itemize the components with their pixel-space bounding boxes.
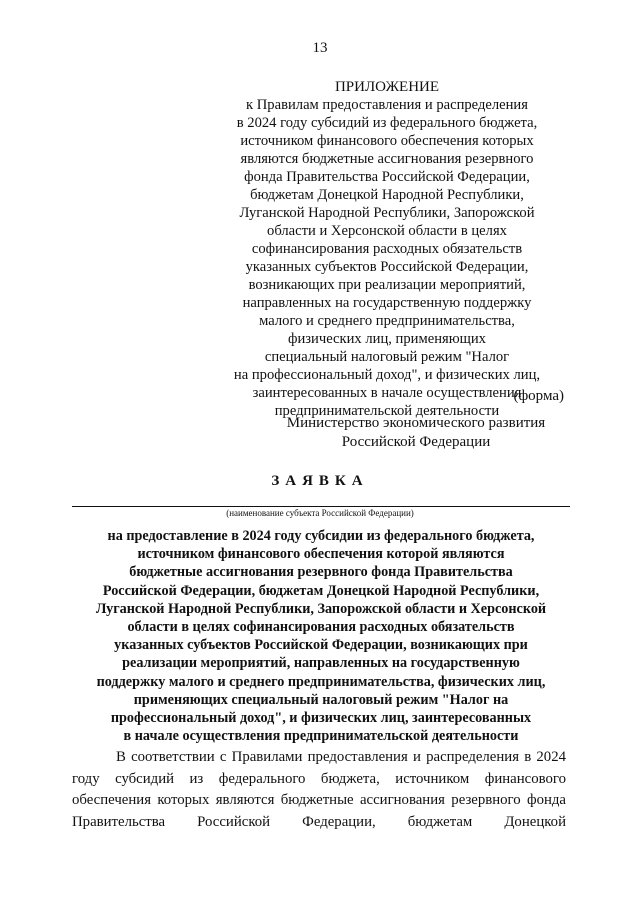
subject-name-caption: (наименование субъекта Российской Федерации): [226, 508, 414, 518]
appendix-line: указанных субъектов Российской Федерации,: [245, 259, 529, 275]
body-paragraph: [72, 747, 566, 833]
appendix-line: фонда Правительства Российской Федерации,: [244, 169, 530, 185]
appendix-line: предпринимательской деятельности: [274, 403, 500, 419]
addressee-line: Министерство экономического развития: [286, 415, 546, 431]
form-label: (форма): [513, 388, 564, 404]
request-subject-line: применяющих специальный налоговый режим "Налог на: [133, 691, 509, 708]
request-subject-line: поддержку малого и среднего предпринимательства, физических лиц,: [96, 673, 546, 690]
body-paragraph-text: В соответствии с Правилами предоставления и распределения в 2024 году субсидий из федерального бюджета, источником финансового обеспечения которых являются бюджетные ассигнования резервного фонда Правительства Российской Федерации, бюджетам Донецкой: [72, 749, 566, 830]
appendix-line: направленных на государственную поддержку: [242, 295, 532, 311]
appendix-header: [214, 78, 560, 420]
addressee-line: Российской Федерации: [341, 434, 491, 450]
appendix-line: являются бюджетные ассигнования резервного: [240, 151, 534, 167]
addressee-block: [270, 414, 562, 452]
request-subject-block: [72, 527, 570, 745]
appendix-line: бюджетам Донецкой Народной Республики,: [250, 187, 524, 203]
appendix-line: источником финансового обеспечения которых: [240, 133, 534, 149]
appendix-line: софинансирования расходных обязательств: [251, 241, 523, 257]
request-subject-line: Луганской Народной Республики, Запорожской области и Херсонской: [95, 600, 547, 617]
appendix-line: в 2024 году субсидий из федерального бюджета,: [236, 115, 538, 131]
request-subject-line: реализации мероприятий, направленных на государственную: [122, 655, 520, 672]
request-subject-line: на предоставление в 2024 году субсидии из федерального бюджета,: [107, 528, 535, 544]
appendix-line: на профессиональный доход", и физических лиц,: [233, 367, 541, 383]
appendix-line: к Правилам предоставления и распределения: [246, 97, 528, 113]
request-subject-line: бюджетные ассигнования резервного фонда Правительства: [129, 564, 513, 581]
appendix-title: ПРИЛОЖЕНИЕ: [334, 79, 440, 95]
document-title: ЗАЯВКА: [271, 473, 369, 489]
request-subject-line: области в целях софинансирования расходных обязательств: [127, 619, 515, 636]
appendix-line: Луганской Народной Республики, Запорожской: [239, 205, 535, 221]
request-subject-line: Российской Федерации, бюджетам Донецкой Народной Республики,: [102, 582, 540, 599]
appendix-line: заинтересованных в начале осуществления: [252, 385, 522, 401]
subject-name-line: [72, 506, 570, 507]
appendix-line: специальный налоговый режим "Налог: [264, 349, 510, 365]
request-subject-line: указанных субъектов Российской Федерации, возникающих при: [114, 637, 528, 654]
request-subject-line: источником финансового обеспечения которой являются: [137, 546, 505, 563]
request-subject-line: профессиональный доход", и физических лиц, заинтересованных: [110, 710, 532, 727]
appendix-line: малого и среднего предпринимательства,: [259, 313, 515, 329]
page-number: 13: [312, 40, 328, 56]
appendix-line: физических лиц, применяющих: [288, 331, 486, 347]
request-subject-line: в начале осуществления предпринимательской деятельности: [123, 728, 519, 745]
appendix-line: области и Херсонской области в целях: [267, 223, 507, 239]
appendix-line: возникающих при реализации мероприятий,: [248, 277, 526, 293]
